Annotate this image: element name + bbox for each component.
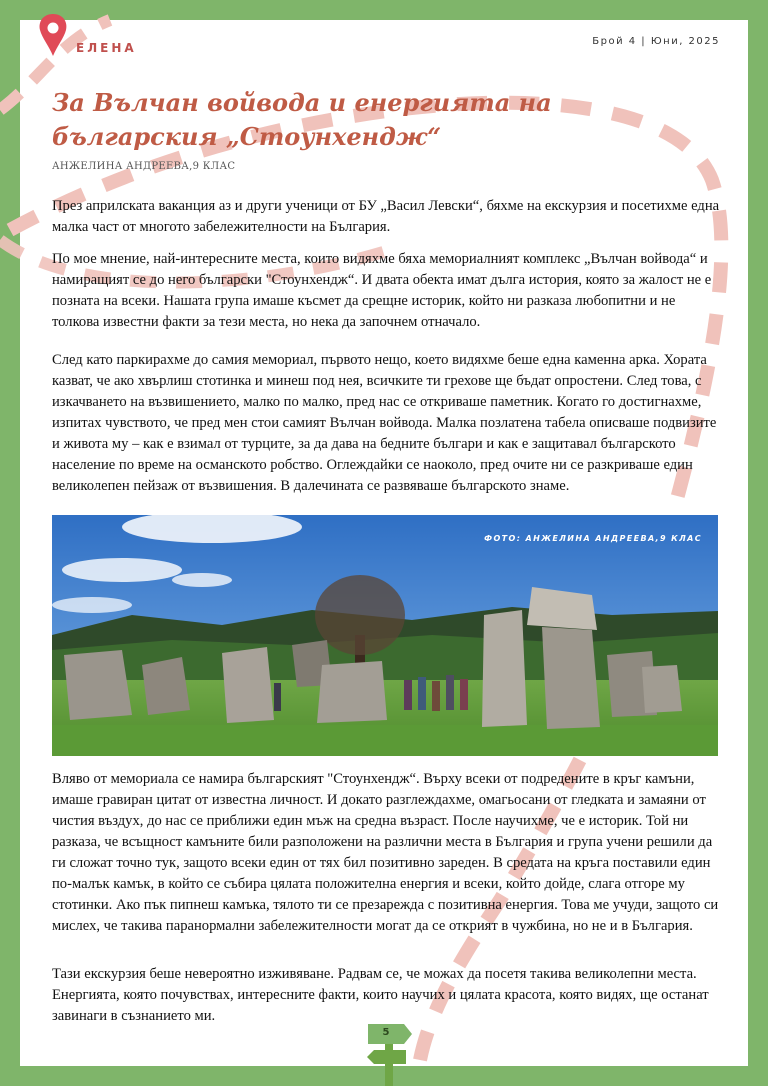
logo-text: ЕЛЕНА (76, 41, 137, 55)
issue-info: Брой 4 | Юни, 2025 (592, 36, 720, 47)
paragraph-1: През априлската ваканция аз и други ученици от БУ „Васил Левски“, бяхме на екскурзия и посетихме една малка част от многото забележителности на България. (52, 198, 720, 235)
title-line-2: българския „Стоунхендж“ (52, 122, 442, 151)
article-author: АНЖЕЛИНА АНДРЕЕВА,9 КЛАС (52, 161, 236, 172)
photo-caption: ФОТО: АНЖЕЛИНА АНДРЕЕВА,9 КЛАС (484, 534, 702, 543)
paragraph-2: По мое мнение, най-интересните места, които видяхме бяха мемориалният комплекс „Вълчан войвода“ и намиращият се до него български "Стоунхендж“. И двата обекта имат дълга история, която за жалост не е позната на всеки. Нашата група имаше късмет да срещне историк, който ни разказа любопитни и не толкова известни факти за тези места, но нека да започнем отначало. (52, 251, 712, 330)
paragraph-3: След като паркирахме до самия мемориал, първото нещо, което видяхме беше една каменна арка. Хората казват, че ако хвърлиш стотинка и минеш под нея, всичките ти грехове ще бъдат опростени. След това, с изкачването на възвишението, малко по малко, пред нас се откриваше паметник. Когато го достигнахме, изпитах чувството, че пред мен стои самият Вълчан войвода. Малка позлатена табела описваше подвизите и живота му – как е взимал от турците, за да дава на бедните българи и как е защитавал българското население по време на османското робство. Оглеждайки се наоколо, пред очите ни се разкриваше един великолепен пейзаж от възвишения. В далечината се развяваше българското знаме. (52, 352, 717, 494)
title-line-1: За Вълчан войвода и енергията на (52, 88, 552, 117)
stonehenge-photo (52, 515, 718, 756)
paragraph-4: Вляво от мемориала се намира българският "Стоунхендж“. Върху всеки от подредените в кръг камъни, имаше гравиран цитат от известна личност. И докато разглеждахме, омагьосани от гледката и замаяни от чистия въздух, до нас се приближи един мъж на средна възраст. После научихме, че е историк. Той ни разказа, че всъщност камъните били разположени на различни места в България и група учени решили да ги сложат точно тук, защото всеки един от тях бил позитивно зареден. В средата на кръга поставили един по-малък камък, в който се събира цялата положителна енергия и всеки, който дойде, слага отгоре му стотинки. Ако пък пипнеш камъка, тялото ти се презарежда с позитивна енергия. Това ме учуди, защото си мислех, че такива паранормални забележителности могат да се открият в чужбина, но не и в България. (52, 771, 719, 934)
page-number: 5 (382, 1027, 390, 1038)
article-title (52, 86, 572, 154)
paragraph-5: Тази екскурзия беше невероятно изживяване. Радвам се, че можах да посетя такива великолепни места. Енергията, която почувствах, интересните факти, които научих и цялата красота, която видях, ще останат завинаги в съзнанието ми. (52, 966, 709, 1024)
